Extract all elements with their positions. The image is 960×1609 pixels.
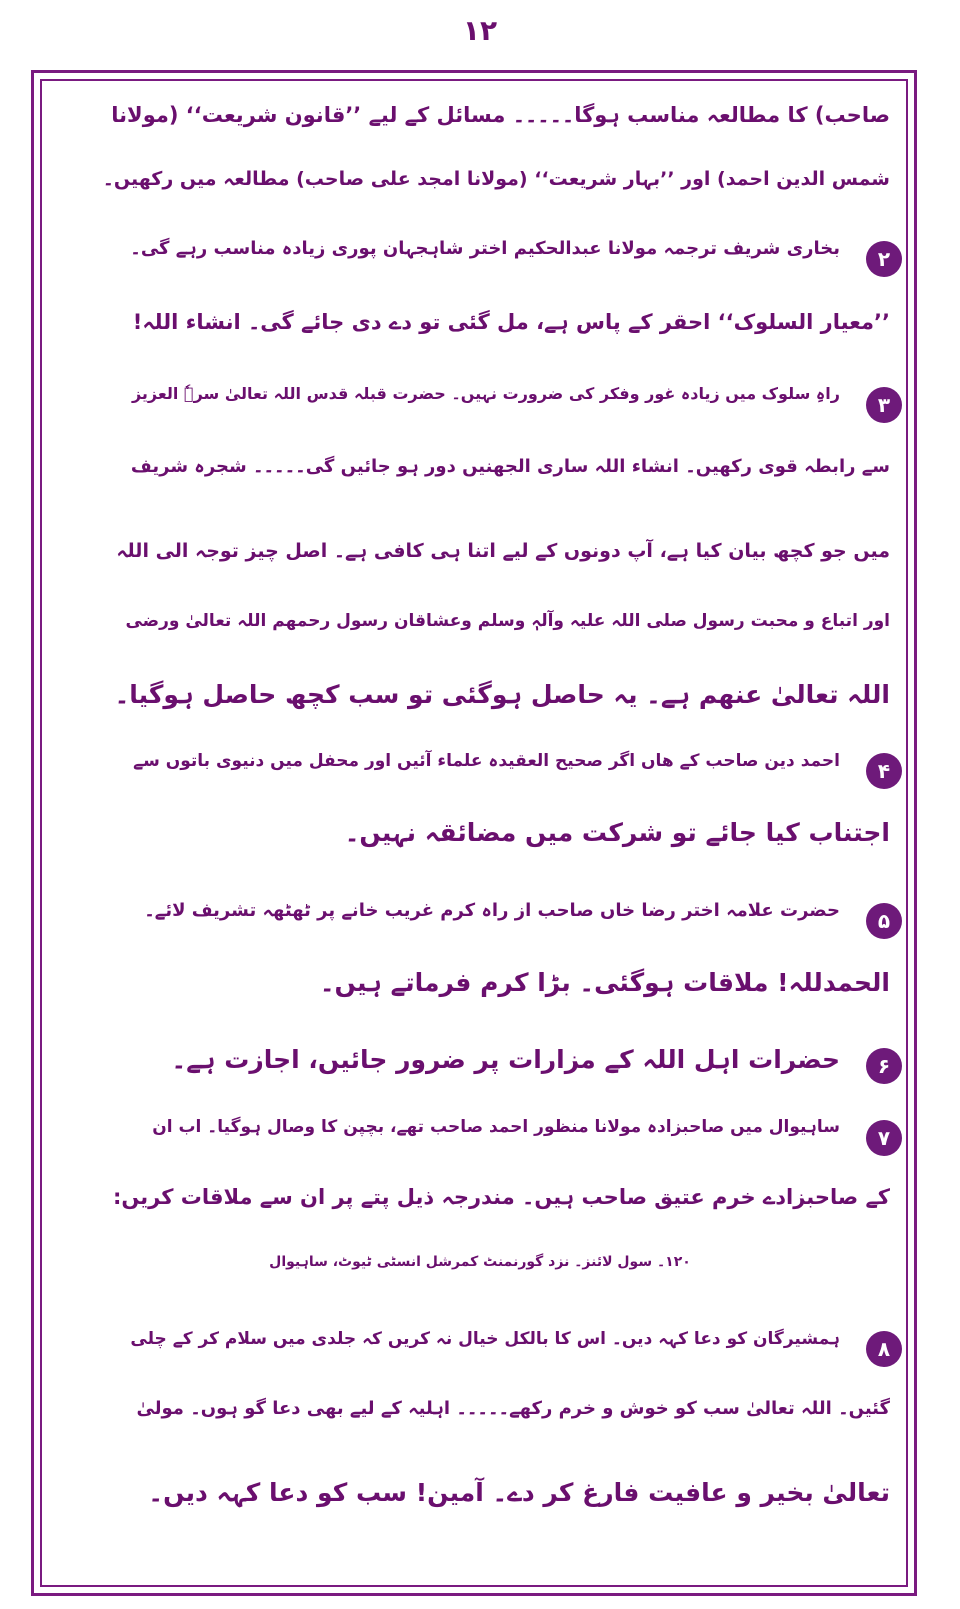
text-line: اور اتباع و محبت رسول صلی اللہ علیہ وآلہٖ وسلم وعشاقان رسول رحمھم اللہ تعالیٰ ورضی	[125, 611, 890, 631]
text-line: اجتناب کیا جائے تو شرکت میں مضائقہ نہیں۔	[344, 818, 890, 847]
text-line: ’’معیار السلوک‘‘ احقر کے پاس ہے، مل گئی تو دے دی جائے گی۔ انشاء اللہ!	[132, 310, 890, 334]
text-line: راہِ سلوک میں زیادہ غور وفکر کی ضرورت نہیں۔ حضرت قبلہ قدس اللہ تعالیٰ سرہٗ العزیز	[131, 384, 840, 403]
item-number-badge: ۸	[866, 1331, 902, 1367]
item-number-badge: ۴	[866, 753, 902, 789]
text-line: صاحب) کا مطالعہ مناسب ہوگا۔۔۔۔۔ مسائل کے لیے ’’قانون شریعت‘‘ (مولانا	[111, 103, 890, 127]
item-number-badge: ۲	[866, 241, 902, 277]
text-line: حضرت علامہ اختر رضا خاں صاحب از راہ کرم غریب خانے پر ٹھٹھہ تشریف لائے۔	[144, 900, 840, 921]
item-number-badge: ۵	[866, 903, 902, 939]
text-line: بخاری شریف ترجمہ مولانا عبدالحکیم اختر شاہجہان پوری زیادہ مناسب رہے گی۔	[130, 238, 840, 259]
item-number-badge: ۷	[866, 1120, 902, 1156]
item-number-badge: ۳	[866, 387, 902, 423]
page-number: ۱۲	[462, 14, 498, 47]
text-line: شمس الدین احمد) اور ’’بہار شریعت‘‘ (مولانا امجد علی صاحب) مطالعہ میں رکھیں۔	[102, 168, 890, 190]
text-line: کے صاحبزادے خرم عتیق صاحب ہیں۔ مندرجہ ذیل پتے پر ان سے ملاقات کریں:	[113, 1185, 890, 1209]
text-line: الحمدللہ! ملاقات ہوگئی۔ بڑا کرم فرماتے ہیں۔	[319, 968, 890, 997]
text-line: تعالیٰ بخیر و عافیت فارغ کر دے۔ آمین! سب کو دعا کہہ دیں۔	[148, 1478, 890, 1507]
text-line: گئیں۔ اللہ تعالیٰ سب کو خوش و خرم رکھے۔۔۔۔۔ اہلیہ کے لیے بھی دعا گو ہوں۔ مولیٰ	[136, 1398, 890, 1419]
text-line: ساہیوال میں صاحبزادہ مولانا منظور احمد صاحب تھے، بچپن کا وصال ہوگیا۔ اب ان	[152, 1117, 840, 1137]
text-line: سے رابطہ قوی رکھیں۔ انشاء اللہ ساری الجھنیں دور ہو جائیں گی۔۔۔۔۔ شجرہ شریف	[130, 456, 890, 477]
address-line: ۱۲۰۔ سول لائنز۔ نزد گورنمنٹ کمرشل انسٹی ٹیوٹ، ساہیوال	[269, 1254, 691, 1270]
text-line: حضرات اہل اللہ کے مزارات پر ضرور جائیں، اجازت ہے۔	[171, 1045, 840, 1074]
item-number-badge: ۶	[866, 1048, 902, 1084]
text-line: اللہ تعالیٰ عنھم ہے۔ یہ حاصل ہوگئی تو سب کچھ حاصل ہوگیا۔	[114, 680, 890, 709]
text-line: ہمشیرگان کو دعا کہہ دیں۔ اس کا بالکل خیال نہ کریں کہ جلدی میں سلام کر کے چلی	[130, 1329, 840, 1349]
text-line: میں جو کچھ بیان کیا ہے، آپ دونوں کے لیے اتنا ہی کافی ہے۔ اصل چیز توجہ الی اللہ	[116, 540, 890, 562]
text-line: احمد دین صاحب کے ھاں اگر صحیح العقیدہ علماء آئیں اور محفل میں دنیوی باتوں سے	[133, 751, 840, 771]
